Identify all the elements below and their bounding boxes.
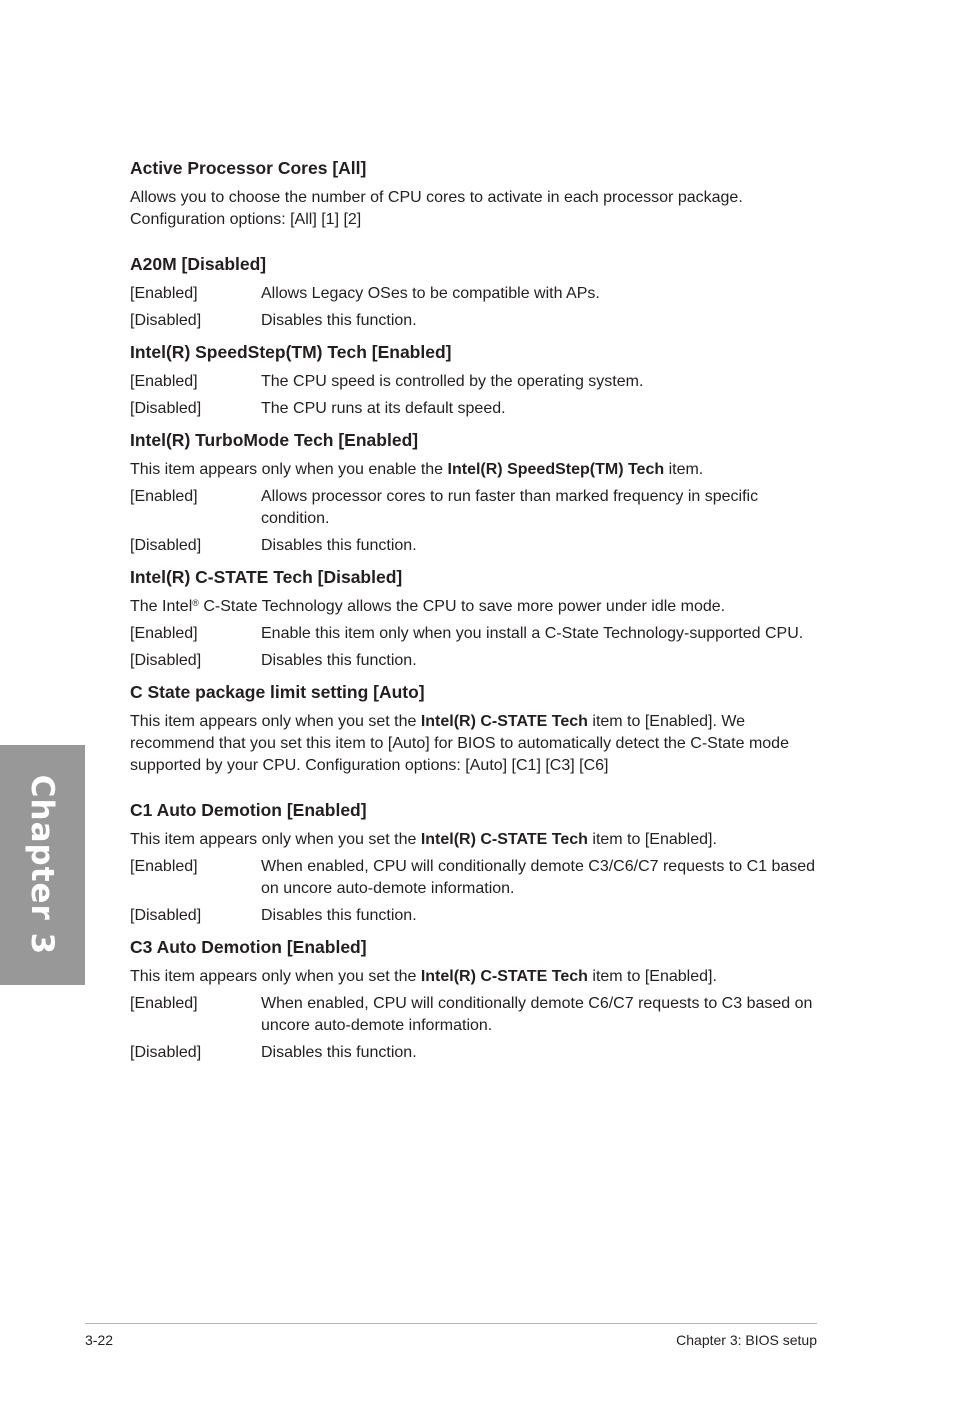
option-row — [130, 371, 820, 393]
footer-divider — [85, 1323, 817, 1324]
section-c3-auto-demotion — [130, 936, 820, 1064]
item-reference: Intel(R) SpeedStep(TM) Tech — [447, 461, 665, 478]
option-key: [Enabled] — [130, 625, 198, 642]
footer-chapter-title: Chapter 3: BIOS setup — [676, 1332, 817, 1348]
page-number: 3-22 — [85, 1332, 114, 1348]
option-row — [130, 535, 820, 557]
option-row — [130, 310, 820, 332]
section-heading: A20M [Disabled] — [130, 254, 267, 274]
chapter-side-tab — [0, 745, 85, 985]
section-intro: This item appears only when you set the Intel(R) C-STATE Tech item to [Enabled]. We recommend that you set this item to [Auto] for BIOS to automatically detect the C-State mode supported by your CPU. Configuration options: [Auto] [C1] [C3] [C6] — [130, 713, 789, 774]
section-heading: Intel(R) TurboMode Tech [Enabled] — [130, 430, 419, 450]
item-reference: Intel(R) C-STATE Tech — [420, 968, 588, 985]
option-row — [130, 283, 820, 305]
section-intro: The Intel® C-State Technology allows the CPU to save more power under idle mode. — [130, 598, 726, 615]
option-key: [Enabled] — [130, 858, 198, 875]
section-heading: Intel(R) SpeedStep(TM) Tech [Enabled] — [130, 342, 452, 362]
option-key: [Disabled] — [130, 400, 202, 417]
option-key: [Enabled] — [130, 995, 198, 1012]
option-description: Enable this item only when you install a C-State Technology-supported CPU. — [261, 625, 804, 642]
option-description: The CPU speed is controlled by the operating system. — [261, 373, 644, 390]
option-key: [Disabled] — [130, 1044, 202, 1061]
section-intro: This item appears only when you enable the Intel(R) SpeedStep(TM) Tech item. — [130, 461, 704, 478]
page-content — [130, 157, 820, 1069]
option-key: [Disabled] — [130, 652, 202, 669]
option-row — [130, 623, 820, 645]
option-row — [130, 993, 820, 1037]
section-active-processor-cores — [130, 157, 820, 231]
option-description: Allows processor cores to run faster than marked frequency in specific condition. — [261, 488, 759, 527]
option-key: [Disabled] — [130, 907, 202, 924]
option-description: Disables this function. — [261, 907, 417, 924]
option-key: [Enabled] — [130, 285, 198, 302]
option-row — [130, 398, 820, 420]
option-key: [Disabled] — [130, 537, 202, 554]
chapter-tab-label: Chapter 3 — [24, 774, 60, 956]
option-description: When enabled, CPU will conditionally demote C3/C6/C7 requests to C1 based on uncore auto-demote information. — [261, 858, 816, 897]
option-row — [130, 486, 820, 530]
registered-mark: ® — [192, 598, 199, 608]
option-description: Allows Legacy OSes to be compatible with APs. — [261, 285, 600, 302]
section-description: Allows you to choose the number of CPU cores to activate in each processor package. — [130, 189, 743, 206]
section-heading: Intel(R) C-STATE Tech [Disabled] — [130, 567, 403, 587]
option-description: Disables this function. — [261, 312, 417, 329]
option-key: [Disabled] — [130, 312, 202, 329]
option-row — [130, 905, 820, 927]
section-a20m — [130, 253, 820, 332]
section-speedstep — [130, 341, 820, 420]
item-reference: Intel(R) C-STATE Tech — [420, 713, 588, 730]
option-key: [Enabled] — [130, 373, 198, 390]
configuration-options: Configuration options: [All] [1] [2] — [130, 211, 362, 228]
option-row — [130, 856, 820, 900]
item-reference: Intel(R) C-STATE Tech — [420, 831, 588, 848]
section-turbomode — [130, 429, 820, 557]
option-description: Disables this function. — [261, 652, 417, 669]
section-c-state-package-limit — [130, 681, 820, 777]
option-description: The CPU runs at its default speed. — [261, 400, 506, 417]
section-heading: C1 Auto Demotion [Enabled] — [130, 800, 367, 820]
option-description: Disables this function. — [261, 537, 417, 554]
section-heading: C3 Auto Demotion [Enabled] — [130, 937, 367, 957]
option-row — [130, 1042, 820, 1064]
option-description: When enabled, CPU will conditionally demote C6/C7 requests to C3 based on uncore auto-demote information. — [261, 995, 813, 1034]
option-description: Disables this function. — [261, 1044, 417, 1061]
section-intro: This item appears only when you set the Intel(R) C-STATE Tech item to [Enabled]. — [130, 968, 717, 985]
section-heading: Active Processor Cores [All] — [130, 158, 367, 178]
section-c1-auto-demotion — [130, 799, 820, 927]
option-row — [130, 650, 820, 672]
section-c-state-tech — [130, 566, 820, 672]
section-heading: C State package limit setting [Auto] — [130, 682, 425, 702]
section-intro: This item appears only when you set the Intel(R) C-STATE Tech item to [Enabled]. — [130, 831, 717, 848]
option-key: [Enabled] — [130, 488, 198, 505]
